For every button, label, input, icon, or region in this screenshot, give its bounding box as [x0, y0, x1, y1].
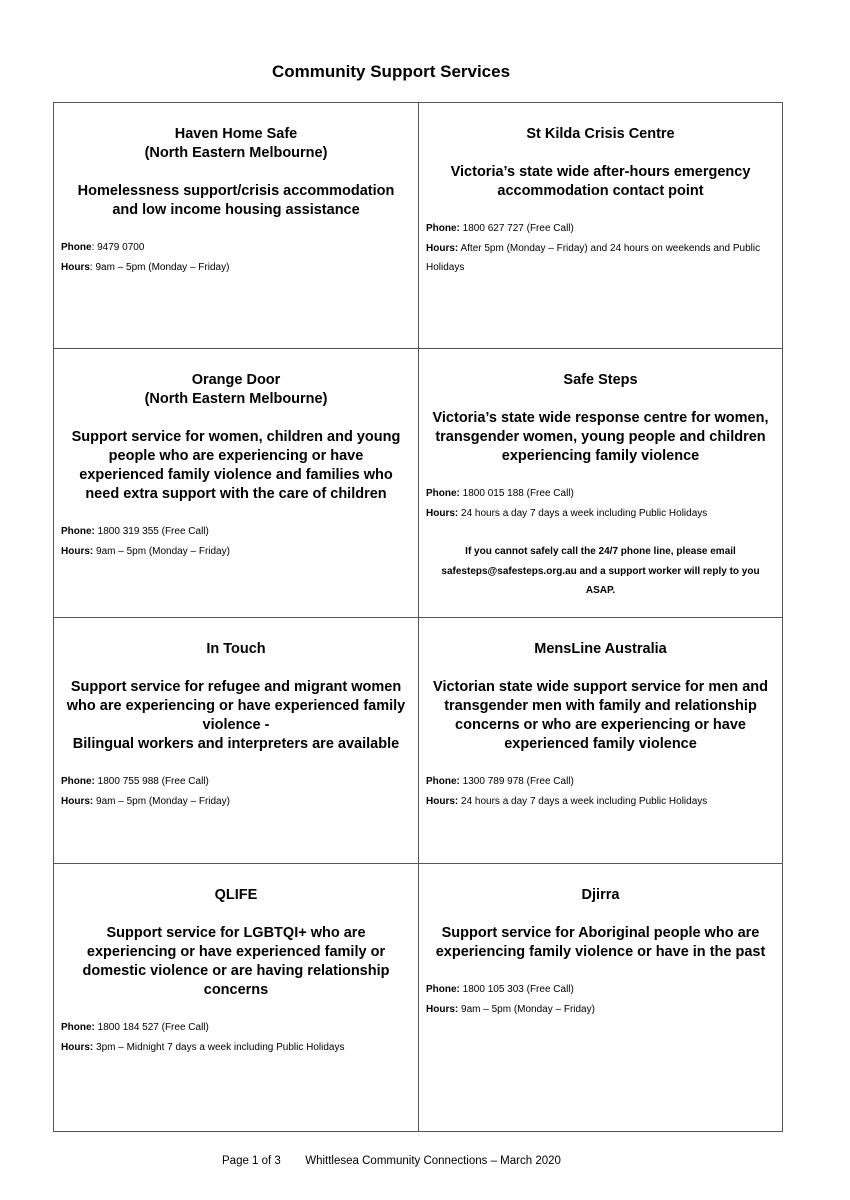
footer-source: Whittlesea Community Connections – March 2020 — [305, 1155, 561, 1167]
service-contact — [61, 522, 411, 561]
service-cell-haven-home-safe — [54, 103, 419, 349]
page-footer — [222, 1155, 561, 1167]
service-name: Safe Steps — [563, 372, 638, 388]
hours-line: Hours: 24 hours a day 7 days a week including Public Holidays — [426, 795, 708, 807]
service-name: MensLine Australia — [534, 641, 667, 657]
service-cell-st-kilda-crisis-centre — [419, 103, 783, 349]
phone-number[interactable]: 1800 755 988 (Free Call) — [94, 776, 209, 787]
service-contact — [61, 1018, 411, 1057]
phone-line: Phone: 1800 627 727 (Free Call) — [426, 223, 574, 234]
service-description: Support service for Aboriginal people who are experiencing family violence or have in the past — [435, 925, 766, 960]
hours-line: Hours: 3pm – Midnight 7 days a week including Public Holidays — [61, 1041, 345, 1053]
phone-number[interactable]: 1800 184 527 (Free Call) — [94, 1022, 209, 1033]
service-name: QLIFE — [214, 887, 258, 903]
hours-line: Hours: 24 hours a day 7 days a week including Public Holidays — [426, 507, 708, 519]
service-description: Support service for refugee and migrant women who are experiencing or have experienced family violence - Bilingual workers and interpreters are available — [66, 679, 406, 752]
service-name: Djirra — [581, 887, 620, 903]
service-contact — [61, 772, 411, 811]
service-contact — [426, 980, 775, 1019]
phone-number[interactable]: 1800 105 303 (Free Call) — [459, 984, 574, 995]
hours-line: Hours: 9am – 5pm (Monday – Friday) — [61, 545, 230, 557]
phone-line: Phone: 1800 319 355 (Free Call) — [61, 526, 209, 537]
service-description: Victoria’s state wide after-hours emergency accommodation contact point — [450, 164, 751, 199]
service-description: Victoria’s state wide response centre for women, transgender women, young people and children experiencing family violence — [432, 410, 769, 464]
services-table — [53, 102, 783, 1132]
service-description: Support service for LGBTQI+ who are experiencing or have experienced family or domestic violence or are having relationship concerns — [82, 925, 390, 998]
service-cell-orange-door — [54, 349, 419, 618]
service-contact — [426, 772, 775, 811]
phone-line: Phone: 1800 184 527 (Free Call) — [61, 1022, 209, 1033]
phone-number[interactable]: : 9479 0700 — [91, 242, 145, 253]
phone-line: Phone: 1800 015 188 (Free Call) — [426, 488, 574, 499]
phone-number[interactable]: 1800 015 188 (Free Call) — [459, 488, 574, 499]
page-number: Page 1 of 3 — [222, 1155, 281, 1167]
phone-line: Phone: 1300 789 978 (Free Call) — [426, 776, 574, 787]
hours-line: Hours: After 5pm (Monday – Friday) and 24 hours on weekends and Public Holidays — [426, 242, 761, 273]
service-description: Homelessness support/crisis accommodation and low income housing assistance — [77, 183, 395, 218]
service-cell-mensline-australia — [419, 618, 783, 864]
phone-line: Phone: 1800 755 988 (Free Call) — [61, 776, 209, 787]
service-contact — [426, 484, 775, 523]
hours-line: Hours: 9am – 5pm (Monday – Friday) — [426, 1003, 595, 1015]
service-cell-qlife — [54, 864, 419, 1132]
service-contact — [61, 238, 411, 277]
page-title: Community Support Services — [272, 62, 511, 81]
phone-line: Phone: 9479 0700 — [61, 242, 145, 253]
service-cell-safe-steps — [419, 349, 783, 618]
service-contact — [426, 219, 775, 278]
email-note: If you cannot safely call the 24/7 phone line, please email safesteps@safesteps.org.au and a support worker will reply to you ASAP. — [441, 546, 760, 596]
service-name: Orange Door (North Eastern Melbourne) — [144, 372, 328, 407]
service-name: In Touch — [206, 641, 266, 657]
service-name: Haven Home Safe (North Eastern Melbourne) — [144, 126, 328, 161]
hours-line: Hours: 9am – 5pm (Monday – Friday) — [61, 261, 230, 273]
hours-line: Hours: 9am – 5pm (Monday – Friday) — [61, 795, 230, 807]
phone-number[interactable]: 1800 319 355 (Free Call) — [94, 526, 209, 537]
service-description: Victorian state wide support service for men and transgender men with family and relationship concerns or who are experiencing or have experienced family violence — [433, 679, 768, 752]
phone-number[interactable]: 1300 789 978 (Free Call) — [459, 776, 574, 787]
service-name: St Kilda Crisis Centre — [526, 126, 675, 142]
service-cell-in-touch — [54, 618, 419, 864]
phone-line: Phone: 1800 105 303 (Free Call) — [426, 984, 574, 995]
service-description: Support service for women, children and young people who are experiencing or have experienced family violence and families who need extra support with the care of children — [71, 429, 401, 502]
phone-number[interactable]: 1800 627 727 (Free Call) — [459, 223, 574, 234]
service-cell-djirra — [419, 864, 783, 1132]
